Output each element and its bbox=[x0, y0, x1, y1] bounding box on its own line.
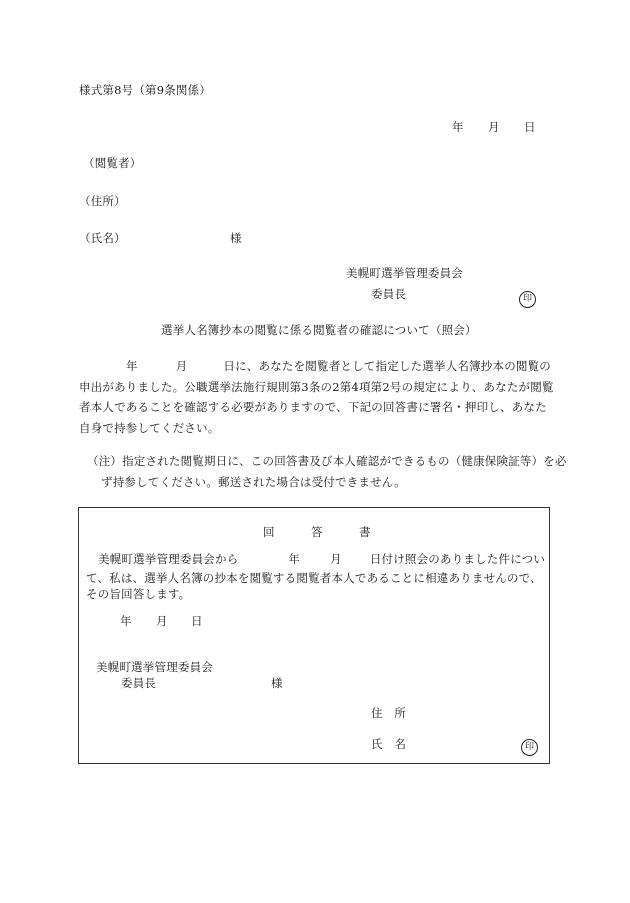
issuer-title: 委員長 bbox=[371, 287, 407, 301]
body-line-4: 自身で持参してください。 bbox=[79, 420, 220, 435]
reply-form-box bbox=[78, 507, 550, 764]
reply-date-year: 年 bbox=[120, 614, 132, 628]
note-line-2: ず持参してください。郵送された場合は受付できません。 bbox=[101, 474, 406, 489]
body-line-1 bbox=[79, 356, 554, 377]
address-label: （住所） bbox=[79, 194, 126, 208]
date-month: 月 bbox=[488, 120, 500, 134]
document-title: 選挙人名簿抄本の閲覧に係る閲覧者の確認について（照会） bbox=[161, 323, 477, 337]
reply-addressee-honorific: 様 bbox=[271, 676, 283, 690]
note-line-1: （注）指定された閲覧期日に、この回答書及び本人確認ができるもの（健康保険証等）を必 bbox=[87, 454, 567, 468]
reply-title-char-1: 回 bbox=[263, 525, 275, 539]
reply-body bbox=[86, 549, 545, 602]
seal-mark: 印 bbox=[519, 291, 536, 308]
reply-address-label: 住 所 bbox=[371, 706, 407, 720]
body-line-2: 申出がありました。公職選挙法施行規則第3条の2第4項第2号の規定により、あなたが閲覧 bbox=[79, 379, 554, 394]
body-month: 月 bbox=[175, 359, 188, 373]
reply-date-day: 日 bbox=[191, 614, 203, 628]
body-line-1-text: 日に、あなたを閲覧者として指定した選挙人名簿抄本の閲覧の bbox=[223, 359, 552, 373]
issuer-seal-icon bbox=[519, 286, 536, 308]
reply-body-prefix: 美幌町選挙管理委員会から bbox=[98, 552, 239, 566]
reply-body-year: 年 bbox=[288, 552, 301, 566]
body-line-3: 者本人であることを確認する必要がありますので、下記の回答書に署名・押印し、あなた bbox=[79, 400, 547, 414]
reply-body-month: 月 bbox=[330, 552, 342, 566]
reply-title-char-2: 答 bbox=[311, 525, 323, 539]
body-paragraph bbox=[79, 356, 554, 438]
reply-date-month: 月 bbox=[156, 614, 168, 628]
reply-addressee-title: 委員長 bbox=[121, 676, 157, 690]
form-number: 様式第8号（第9条関係） bbox=[79, 83, 212, 97]
reply-seal-mark: 印 bbox=[521, 739, 538, 756]
reply-addressee-org: 美幌町選挙管理委員会 bbox=[96, 660, 213, 674]
reply-body-line-3: その旨回答します。 bbox=[86, 586, 191, 601]
body-year: 年 bbox=[126, 359, 138, 373]
reply-body-suffix: 日付け照会のありました件につい bbox=[369, 552, 546, 566]
honorific: 様 bbox=[230, 231, 242, 245]
reply-body-line-2: て、私は、選挙人名簿の抄本を閲覧する閲覧者本人であることに相違ありませんので、 bbox=[86, 570, 542, 585]
issuer-organization: 美幌町選挙管理委員会 bbox=[346, 266, 463, 280]
note bbox=[87, 451, 567, 492]
date-year: 年 bbox=[452, 120, 464, 134]
name-label: （氏名） bbox=[79, 231, 126, 245]
date-day: 日 bbox=[524, 120, 536, 134]
reply-name-label: 氏 名 bbox=[371, 737, 407, 751]
reply-title-char-3: 書 bbox=[359, 525, 371, 539]
reply-body-line-1 bbox=[86, 549, 545, 570]
viewer-heading: （閲覧者） bbox=[83, 156, 142, 170]
reply-seal-icon bbox=[521, 734, 538, 756]
